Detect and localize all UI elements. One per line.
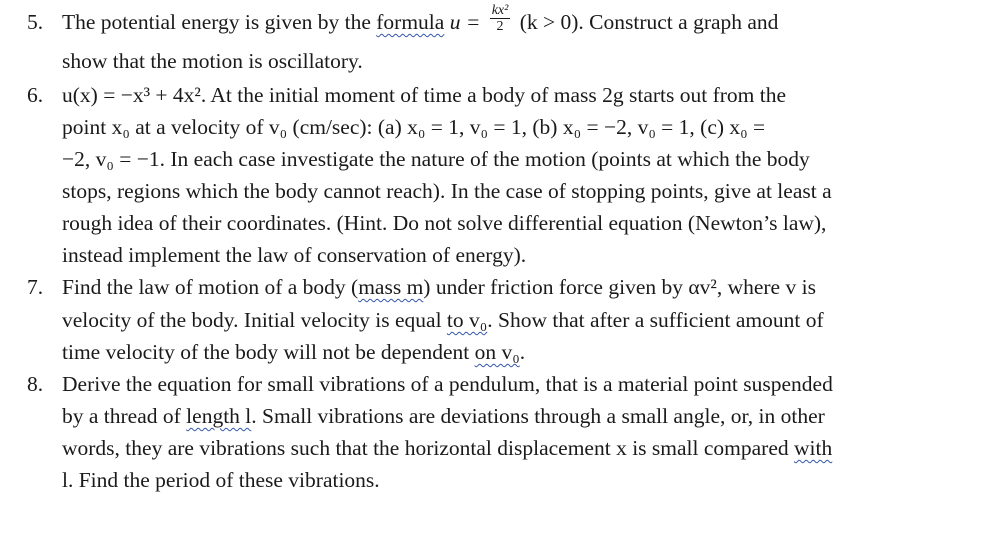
problem-line: l. Find the period of these vibrations. xyxy=(62,468,380,492)
problem-line: point x₀ at a velocity of v₀ (cm/sec): (a) x₀ = 1, v₀ = 1, (b) x₀ = −2, v₀ = 1, (c) x₀ = xyxy=(62,115,766,139)
fraction: $\frac{\text{kx²}}{2}$ xyxy=(491,2,509,34)
problem-line: show that the motion is oscillatory. xyxy=(62,49,363,73)
problem-number: 8. xyxy=(27,372,44,396)
problem-number: 5. xyxy=(27,10,44,34)
problem-line: Find the law of motion of a body (mass m) under friction force given by αv², where v is xyxy=(62,275,816,299)
problem-line: rough idea of their coordinates. (Hint. Do not solve differential equation (Newton’s law), xyxy=(62,211,827,235)
problem-line: words, they are vibrations such that the horizontal displacement x is small compared with xyxy=(62,436,833,460)
problem-number: 6. xyxy=(27,83,44,107)
problem-line: −2, v₀ = −1. In each case investigate the nature of the motion (points at which the body xyxy=(62,147,810,171)
problem-line: time velocity of the body will not be dependent on v₀. xyxy=(62,340,526,364)
problem-line: velocity of the body. Initial velocity is equal to v₀. Show that after a sufficient amount of xyxy=(62,308,824,332)
problem-line: stops, regions which the body cannot reach). In the case of stopping points, give at least a xyxy=(62,179,832,203)
problem-line: instead implement the law of conservation of energy). xyxy=(62,243,527,267)
problem-line: Derive the equation for small vibrations of a pendulum, that is a material point suspended xyxy=(62,372,833,396)
problem-line: The potential energy is given by the formula u = $\frac{\text{kx²}}{2}$ (k > 0). Construct a graph and xyxy=(62,2,779,34)
problem-number: 7. xyxy=(27,275,44,299)
problem-line: by a thread of length l. Small vibrations are deviations through a small angle, or, in other xyxy=(62,404,825,428)
problem-line: u(x) = −x³ + 4x². At the initial moment of time a body of mass 2g starts out from the xyxy=(62,83,787,107)
